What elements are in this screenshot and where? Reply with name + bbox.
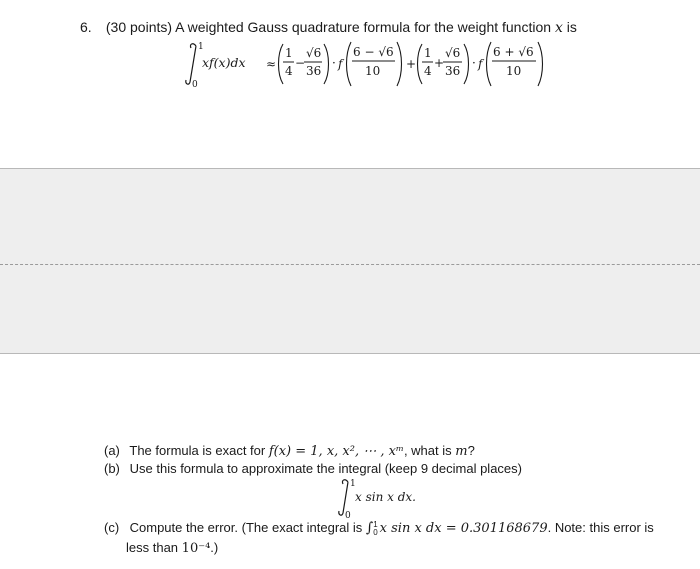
part-a-math: f(x) = 1, x, x², ⋯ , xᵐ: [268, 444, 404, 459]
part-a-label: (a): [104, 443, 120, 458]
part-c-label: (c): [104, 520, 120, 535]
question-number: 6.: [80, 19, 92, 35]
dashed-divider: [0, 264, 700, 265]
part-c-line2: [126, 540, 218, 556]
part-c-lower-limit: 0: [373, 527, 378, 537]
part-a-text: The formula is exact for: [129, 443, 266, 458]
part-a: [104, 443, 475, 459]
part-b-lower-limit: 0: [345, 511, 351, 519]
sqrt6-numerator-2: √6: [445, 46, 461, 60]
integral-lower-limit: 0: [192, 80, 198, 90]
func-f-1: f: [338, 57, 343, 71]
paren-close-1: [324, 44, 329, 84]
part-a-qmark: ?: [467, 443, 475, 458]
coef2-numerator: 1: [424, 46, 432, 60]
arg2-denominator: 10: [506, 64, 522, 78]
arg1-numerator: 6 − √6: [353, 45, 394, 59]
paren-open-1: [279, 44, 284, 84]
integral-sign-b: [339, 480, 348, 515]
sqrt6-numerator-1: √6: [306, 46, 322, 60]
question-suffix: is: [566, 19, 577, 35]
approx-sign: ≈: [266, 57, 277, 71]
quadrature-formula: [185, 38, 565, 88]
part-c-math: x sin x dx = 0.301168679: [379, 521, 548, 536]
part-c-line2-end: .): [210, 540, 219, 555]
den36-2: 36: [445, 64, 461, 78]
coef2-denominator: 4: [424, 64, 432, 78]
plus-sign: +: [406, 57, 417, 71]
paren-open-3: [418, 44, 423, 84]
weight-variable: x: [554, 20, 563, 36]
part-b-integral: [338, 477, 438, 519]
part-c-upper-limit: 1: [373, 519, 378, 529]
part-c-power: 10⁻⁴: [181, 541, 211, 556]
paren-open-4: [487, 42, 492, 86]
arg1-denominator: 10: [365, 64, 381, 78]
part-a-var-m: m: [455, 444, 468, 459]
part-b: [104, 461, 522, 476]
arg2-numerator: 6 + √6: [493, 45, 534, 59]
integrand: xf(x)dx: [202, 55, 246, 70]
paren-close-4: [538, 42, 543, 86]
part-c-integral-sign: ∫: [365, 520, 374, 536]
den36-1: 36: [306, 64, 322, 78]
formula-svg: [185, 38, 565, 88]
answer-space-band: [0, 168, 700, 354]
part-c-limits: [373, 521, 377, 537]
paren-close-3: [464, 44, 469, 84]
dot-2: ·: [472, 56, 476, 70]
paren-close-2: [397, 42, 402, 86]
coef1-operator: −: [295, 56, 306, 70]
part-b-integral-svg: [338, 477, 438, 519]
integral-sign: [186, 44, 196, 84]
part-b-label: (b): [104, 461, 120, 476]
coef2-operator: +: [434, 56, 445, 70]
part-c-text-after: . Note: this error is: [547, 520, 654, 535]
coef1-numerator: 1: [285, 46, 293, 60]
part-c: [104, 520, 654, 537]
func-f-2: f: [478, 57, 483, 71]
dot-1: ·: [332, 56, 336, 70]
part-b-text: Use this formula to approximate the integral (keep 9 decimal places): [129, 461, 522, 476]
paren-open-2: [347, 42, 352, 86]
question-text: (30 points) A weighted Gauss quadrature formula for the weight function: [105, 19, 552, 35]
part-c-line2-text: less than: [126, 540, 179, 555]
question-header: [80, 19, 577, 36]
part-b-integrand: x sin x dx.: [355, 490, 416, 504]
part-b-upper-limit: 1: [350, 479, 356, 489]
part-a-text-after: , what is: [403, 443, 452, 458]
coef1-denominator: 4: [285, 64, 293, 78]
integral-upper-limit: 1: [198, 42, 204, 52]
part-c-text: Compute the error. (The exact integral is: [129, 520, 363, 535]
